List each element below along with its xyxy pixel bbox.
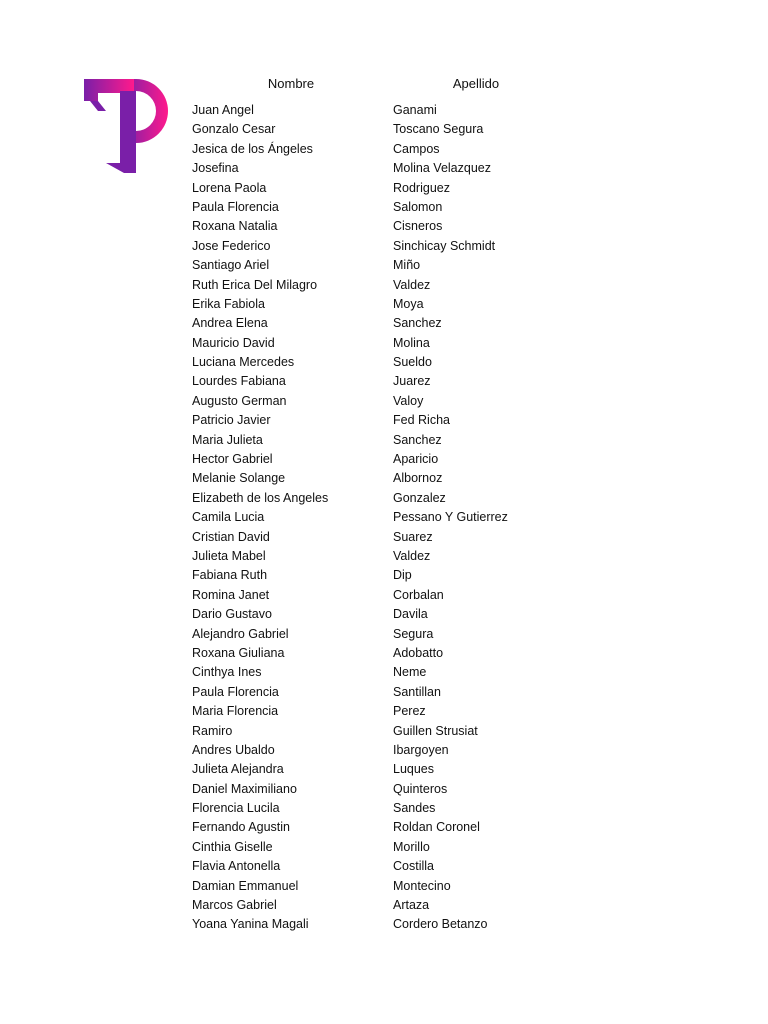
table-row <box>0 392 768 411</box>
cell-nombre: Fernando Agustin <box>192 820 290 835</box>
table-row <box>0 605 768 624</box>
cell-apellido: Quinteros <box>393 781 448 796</box>
table-row <box>0 644 768 663</box>
cell-nombre: Alejandro Gabriel <box>192 626 289 641</box>
cell-nombre: Fabiana Ruth <box>192 568 268 583</box>
table-row <box>0 838 768 857</box>
cell-apellido: Neme <box>393 665 427 680</box>
cell-apellido: Morillo <box>393 839 430 854</box>
table-row <box>0 722 768 741</box>
cell-nombre: Mauricio David <box>192 335 275 350</box>
table-row <box>0 547 768 566</box>
cell-nombre: Elizabeth de los Angeles <box>192 490 329 505</box>
table-row <box>0 179 768 198</box>
table-row <box>0 915 768 934</box>
table-row <box>0 663 768 682</box>
cell-apellido: Valdez <box>393 277 431 292</box>
cell-nombre: Daniel Maximiliano <box>192 781 297 796</box>
cell-apellido: Sueldo <box>393 355 432 370</box>
cell-nombre: Romina Janet <box>192 587 270 602</box>
table-row <box>0 857 768 876</box>
cell-apellido: Fed Richa <box>393 413 450 428</box>
cell-apellido: Montecino <box>393 878 451 893</box>
cell-nombre: Cristian David <box>192 529 270 544</box>
cell-apellido: Sanchez <box>393 316 442 331</box>
cell-nombre: Camila Lucia <box>192 510 265 525</box>
cell-nombre: Maria Florencia <box>192 704 279 719</box>
cell-nombre: Flavia Antonella <box>192 859 281 874</box>
table-row <box>0 896 768 915</box>
cell-nombre: Ramiro <box>192 723 233 738</box>
cell-nombre: Cinthya Ines <box>192 665 262 680</box>
table-row <box>0 799 768 818</box>
cell-apellido: Gonzalez <box>393 490 446 505</box>
cell-nombre: Florencia Lucila <box>192 801 280 816</box>
table-row <box>0 353 768 372</box>
table-row <box>0 101 768 120</box>
table-row <box>0 237 768 256</box>
cell-apellido: Adobatto <box>393 645 444 660</box>
cell-nombre: Roxana Giuliana <box>192 645 285 660</box>
table-row <box>0 334 768 353</box>
cell-apellido: Molina <box>393 335 430 350</box>
cell-nombre: Paula Florencia <box>192 684 279 699</box>
cell-nombre: Dario Gustavo <box>192 607 272 622</box>
cell-apellido: Corbalan <box>393 587 444 602</box>
table-row <box>0 625 768 644</box>
table-row <box>0 198 768 217</box>
table-row <box>0 120 768 139</box>
cell-nombre: Ruth Erica Del Milagro <box>192 277 318 292</box>
table-row <box>0 528 768 547</box>
cell-nombre: Lourdes Fabiana <box>192 374 286 389</box>
table-row <box>0 159 768 178</box>
table-row <box>0 489 768 508</box>
cell-nombre: Melanie Solange <box>192 471 286 486</box>
table-row <box>0 566 768 585</box>
cell-apellido: Cisneros <box>393 219 443 234</box>
cell-apellido: Toscano Segura <box>393 122 484 137</box>
cell-nombre: Santiago Ariel <box>192 258 270 273</box>
cell-nombre: Andres Ubaldo <box>192 742 275 757</box>
table-row <box>0 877 768 896</box>
cell-apellido: Rodriguez <box>393 180 450 195</box>
cell-nombre: Julieta Mabel <box>192 548 266 563</box>
cell-nombre: Julieta Alejandra <box>192 762 284 777</box>
cell-apellido: Suarez <box>393 529 433 544</box>
cell-apellido: Pessano Y Gutierrez <box>393 510 508 525</box>
cell-apellido: Ganami <box>393 103 437 117</box>
table-row <box>0 702 768 721</box>
cell-nombre: Augusto German <box>192 393 287 408</box>
table-row <box>0 818 768 837</box>
header-apellido: Apellido <box>452 76 500 91</box>
table-row <box>0 741 768 760</box>
cell-nombre: Jesica de los Ángeles <box>192 141 313 156</box>
cell-nombre: Cinthia Giselle <box>192 839 273 854</box>
table-row <box>0 760 768 779</box>
cell-apellido: Dip <box>393 568 412 583</box>
cell-nombre: Hector Gabriel <box>192 452 273 467</box>
names-table <box>0 101 768 935</box>
table-row <box>0 372 768 391</box>
cell-nombre: Lorena Paola <box>192 180 267 195</box>
cell-nombre: Gonzalo Cesar <box>192 122 276 137</box>
cell-apellido: Guillen Strusiat <box>393 723 478 738</box>
cell-nombre: Damian Emmanuel <box>192 878 299 893</box>
cell-nombre: Paula Florencia <box>192 199 279 214</box>
cell-apellido: Sanchez <box>393 432 442 447</box>
cell-apellido: Roldan Coronel <box>393 820 480 835</box>
cell-nombre: Erika Fabiola <box>192 296 265 311</box>
cell-apellido: Costilla <box>393 859 434 874</box>
cell-apellido: Juarez <box>393 374 431 389</box>
cell-apellido: Perez <box>393 704 426 719</box>
cell-apellido: Miño <box>393 258 421 273</box>
table-row <box>0 217 768 236</box>
cell-apellido: Sinchicay Schmidt <box>393 238 496 253</box>
table-row <box>0 508 768 527</box>
cell-nombre: Yoana Yanina Magali <box>192 917 309 932</box>
cell-apellido: Luques <box>393 762 435 777</box>
table-row <box>0 140 768 159</box>
cell-nombre: Andrea Elena <box>192 316 268 331</box>
cell-nombre: Josefina <box>192 161 239 176</box>
table-row <box>0 586 768 605</box>
cell-nombre: Jose Federico <box>192 238 271 253</box>
cell-apellido: Cordero Betanzo <box>393 917 488 932</box>
cell-apellido: Aparicio <box>393 452 439 467</box>
cell-nombre: Maria Julieta <box>192 432 263 447</box>
table-row <box>0 276 768 295</box>
cell-apellido: Santillan <box>393 684 441 699</box>
cell-apellido: Artaza <box>393 898 430 913</box>
header-nombre: Nombre <box>267 76 315 91</box>
table-row <box>0 780 768 799</box>
cell-apellido: Salomon <box>393 199 443 214</box>
table-row <box>0 256 768 275</box>
cell-apellido: Campos <box>393 141 440 156</box>
cell-nombre: Roxana Natalia <box>192 219 278 234</box>
cell-apellido: Molina Velazquez <box>393 161 491 176</box>
cell-nombre: Marcos Gabriel <box>192 898 277 913</box>
cell-apellido: Albornoz <box>393 471 443 486</box>
cell-nombre: Luciana Mercedes <box>192 355 295 370</box>
table-row <box>0 431 768 450</box>
cell-nombre: Patricio Javier <box>192 413 271 428</box>
table-row <box>0 450 768 469</box>
cell-apellido: Segura <box>393 626 434 641</box>
table-row <box>0 295 768 314</box>
cell-apellido: Valoy <box>393 393 424 408</box>
cell-nombre: Juan Angel <box>192 103 254 117</box>
cell-apellido: Ibargoyen <box>393 742 449 757</box>
cell-apellido: Davila <box>393 607 428 622</box>
table-row <box>0 411 768 430</box>
cell-apellido: Moya <box>393 296 424 311</box>
cell-apellido: Sandes <box>393 801 436 816</box>
table-row <box>0 469 768 488</box>
table-row <box>0 683 768 702</box>
cell-apellido: Valdez <box>393 548 431 563</box>
table-row <box>0 314 768 333</box>
